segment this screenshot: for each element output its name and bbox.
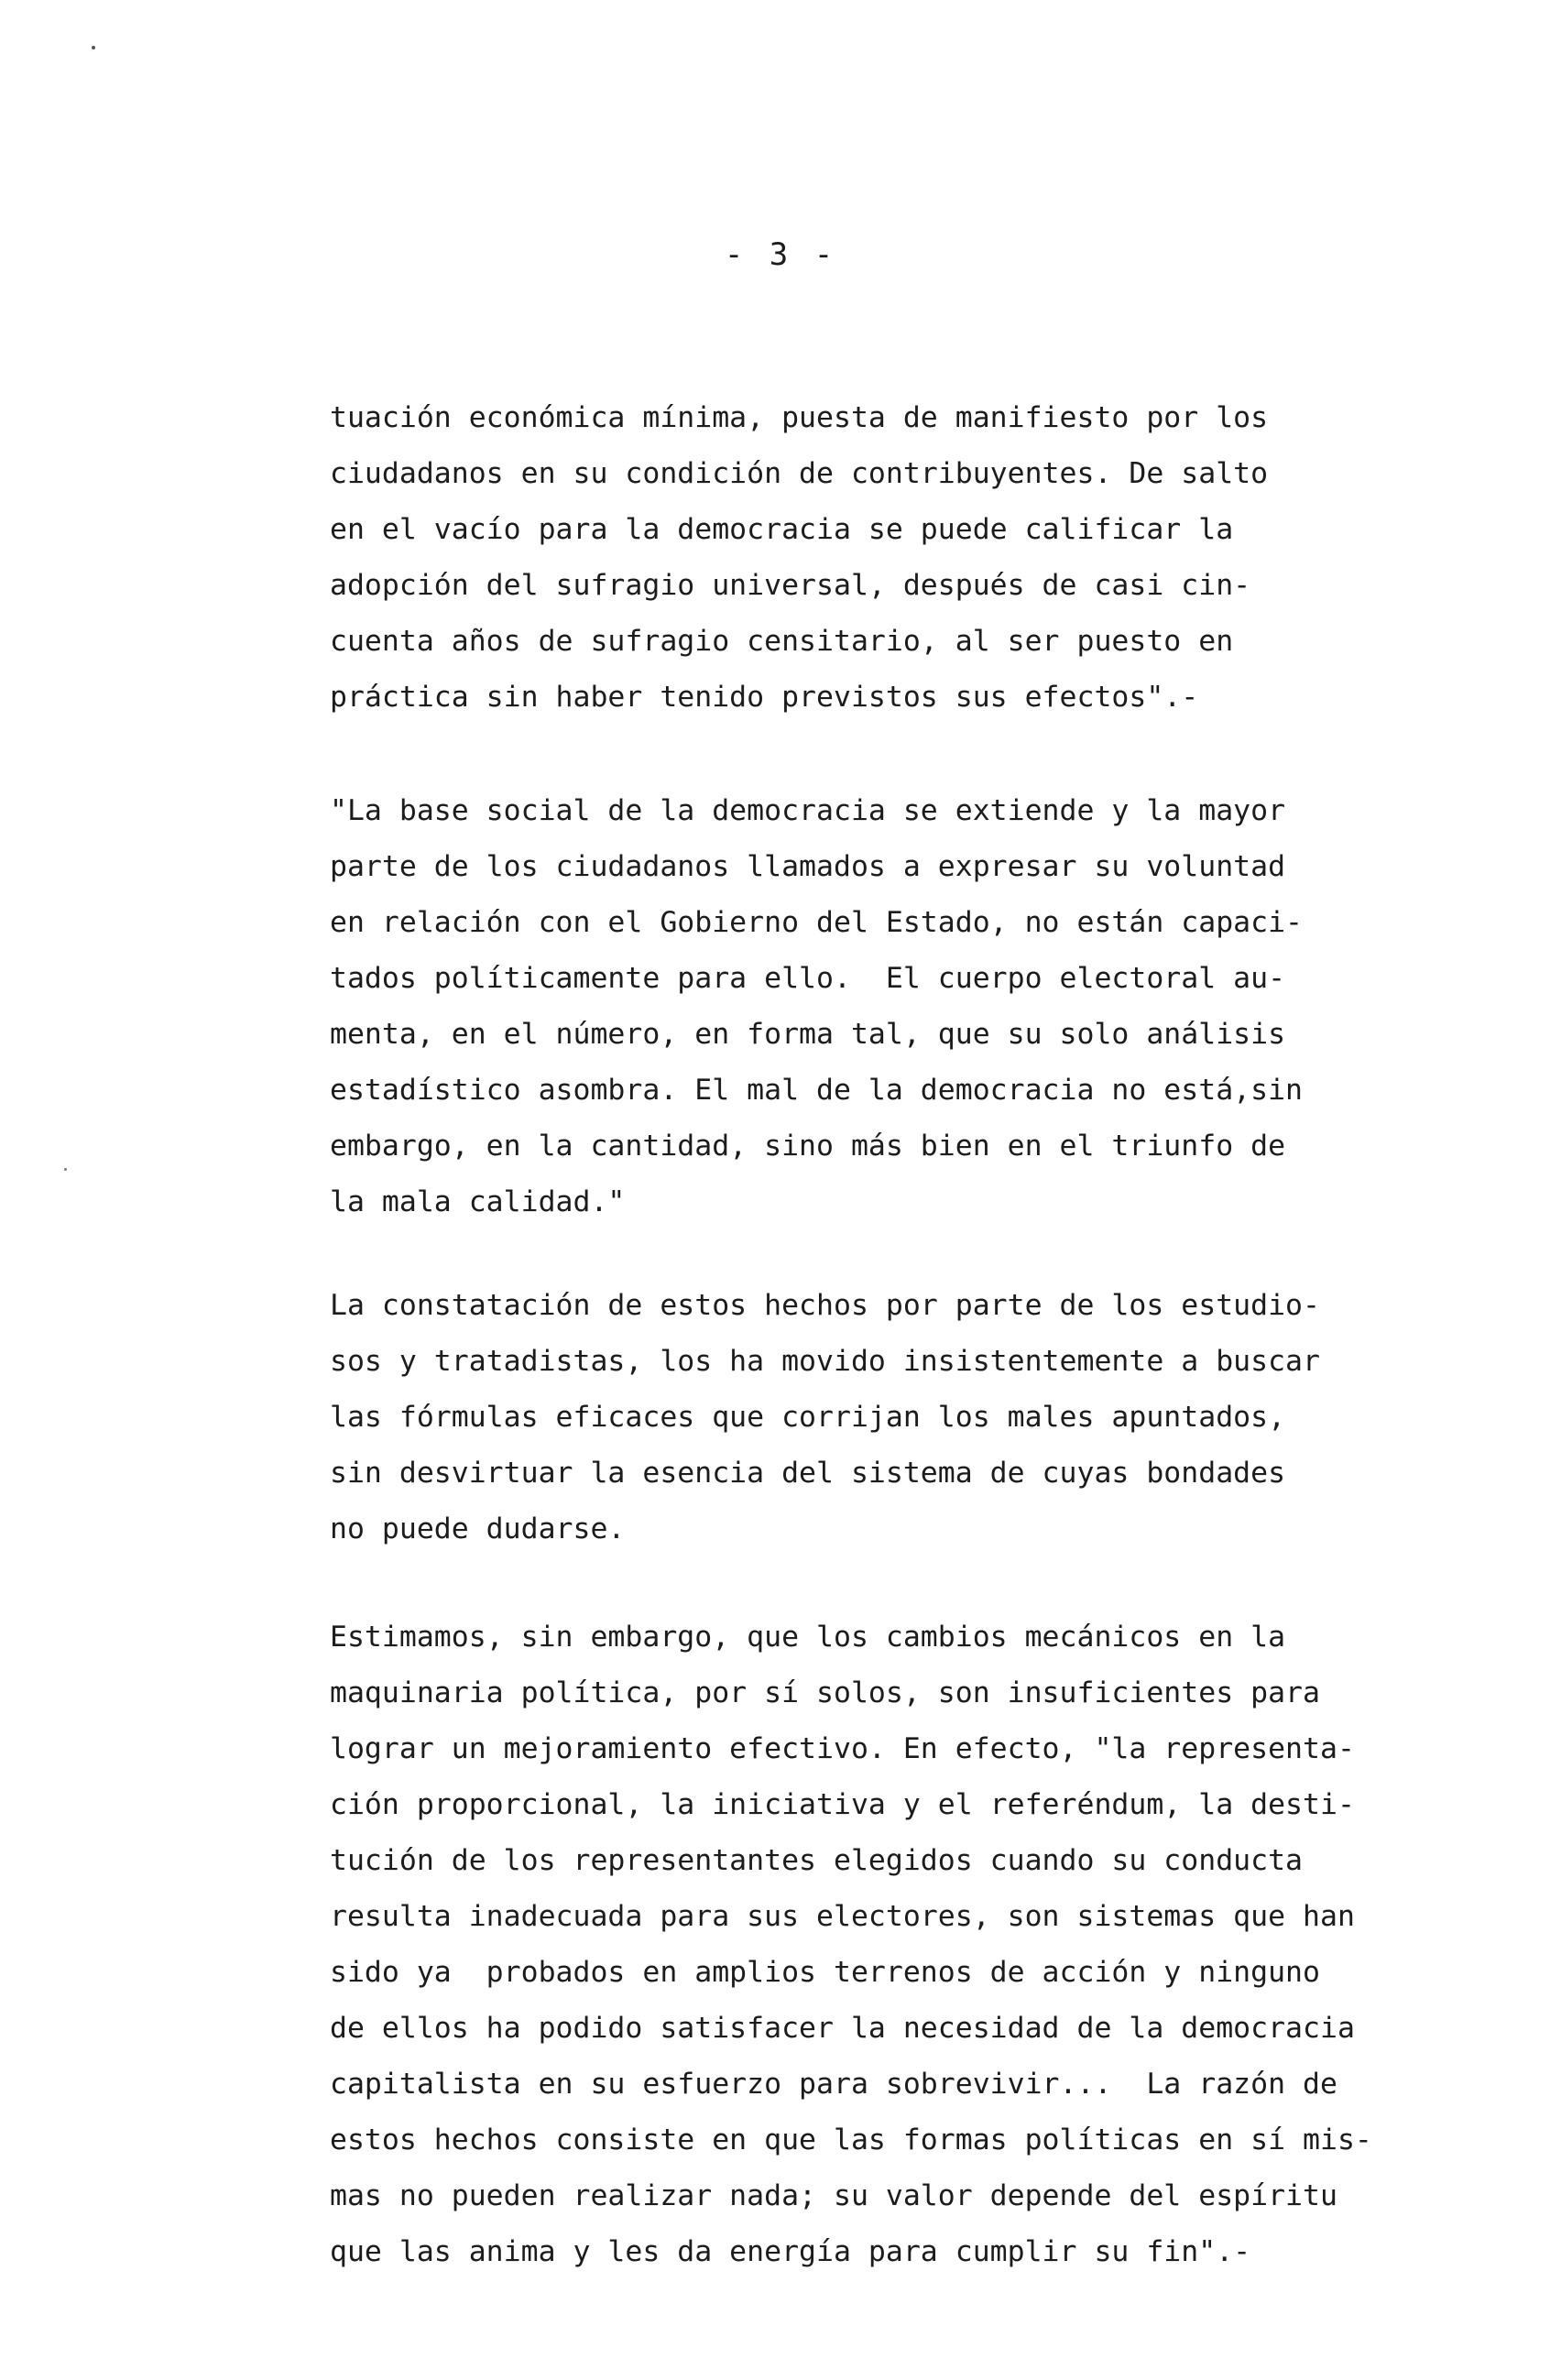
text-line: maquinaria política, por sí solos, son insuficientes para bbox=[330, 1676, 1320, 1709]
text-line: adopción del sufragio universal, después de casi cin- bbox=[330, 569, 1251, 602]
text-line: no puede dudarse. bbox=[330, 1512, 626, 1545]
text-line: resulta inadecuada para sus electores, son sistemas que han bbox=[330, 1900, 1355, 1933]
scan-speck bbox=[92, 46, 95, 49]
text-line: estos hechos consiste en que las formas políticas en sí mis- bbox=[330, 2123, 1372, 2156]
text-line: de ellos ha podido satisfacer la necesidad de la democracia bbox=[330, 2012, 1355, 2045]
text-line: estadístico asombra. El mal de la democracia no está,sin bbox=[330, 1074, 1304, 1107]
page-number: - 3 - bbox=[724, 236, 837, 273]
text-line: mas no pueden realizar nada; su valor depende del espíritu bbox=[330, 2179, 1337, 2212]
scan-speck bbox=[64, 1168, 67, 1171]
text-line: tuación económica mínima, puesta de manifiesto por los bbox=[330, 401, 1269, 434]
text-line: embargo, en la cantidad, sino más bien en el triunfo de bbox=[330, 1130, 1286, 1163]
text-line: ción proporcional, la iniciativa y el referéndum, la desti- bbox=[330, 1788, 1355, 1821]
text-line: las fórmulas eficaces que corrijan los males apuntados, bbox=[330, 1401, 1286, 1434]
text-line: Estimamos, sin embargo, que los cambios mecánicos en la bbox=[330, 1621, 1286, 1654]
text-line: en relación con el Gobierno del Estado, no están capaci- bbox=[330, 906, 1304, 939]
paragraph-2-quote bbox=[330, 783, 1457, 1230]
text-line: sido ya probados en amplios terrenos de acción y ninguno bbox=[330, 1956, 1320, 1989]
text-line: La constatación de estos hechos por parte de los estudio- bbox=[330, 1289, 1320, 1322]
text-line: lograr un mejoramiento efectivo. En efecto, "la representa- bbox=[330, 1732, 1355, 1765]
text-line: la mala calidad." bbox=[330, 1185, 626, 1218]
text-line: parte de los ciudadanos llamados a expresar su voluntad bbox=[330, 850, 1286, 883]
text-line: práctica sin haber tenido previstos sus efectos".- bbox=[330, 681, 1199, 714]
paragraph-1 bbox=[330, 390, 1457, 726]
text-line: sos y tratadistas, los ha movido insistentemente a buscar bbox=[330, 1345, 1320, 1378]
text-line: tución de los representantes elegidos cuando su conducta bbox=[330, 1844, 1304, 1877]
text-line: ciudadanos en su condición de contribuyentes. De salto bbox=[330, 457, 1269, 490]
text-line: cuenta años de sufragio censitario, al ser puesto en bbox=[330, 625, 1234, 658]
text-line: menta, en el número, en forma tal, que su solo análisis bbox=[330, 1018, 1286, 1051]
text-line: sin desvirtuar la esencia del sistema de cuyas bondades bbox=[330, 1457, 1286, 1490]
text-line: tados políticamente para ello. El cuerpo electoral au- bbox=[330, 962, 1286, 995]
text-line: capitalista en su esfuerzo para sobrevivir... La razón de bbox=[330, 2068, 1337, 2101]
text-line: en el vacío para la democracia se puede calificar la bbox=[330, 513, 1234, 546]
text-line: que las anima y les da energía para cumplir su fin".- bbox=[330, 2235, 1251, 2268]
text-line: "La base social de la democracia se extiende y la mayor bbox=[330, 794, 1286, 827]
paragraph-4 bbox=[330, 1610, 1457, 2280]
paragraph-3 bbox=[330, 1278, 1457, 1557]
